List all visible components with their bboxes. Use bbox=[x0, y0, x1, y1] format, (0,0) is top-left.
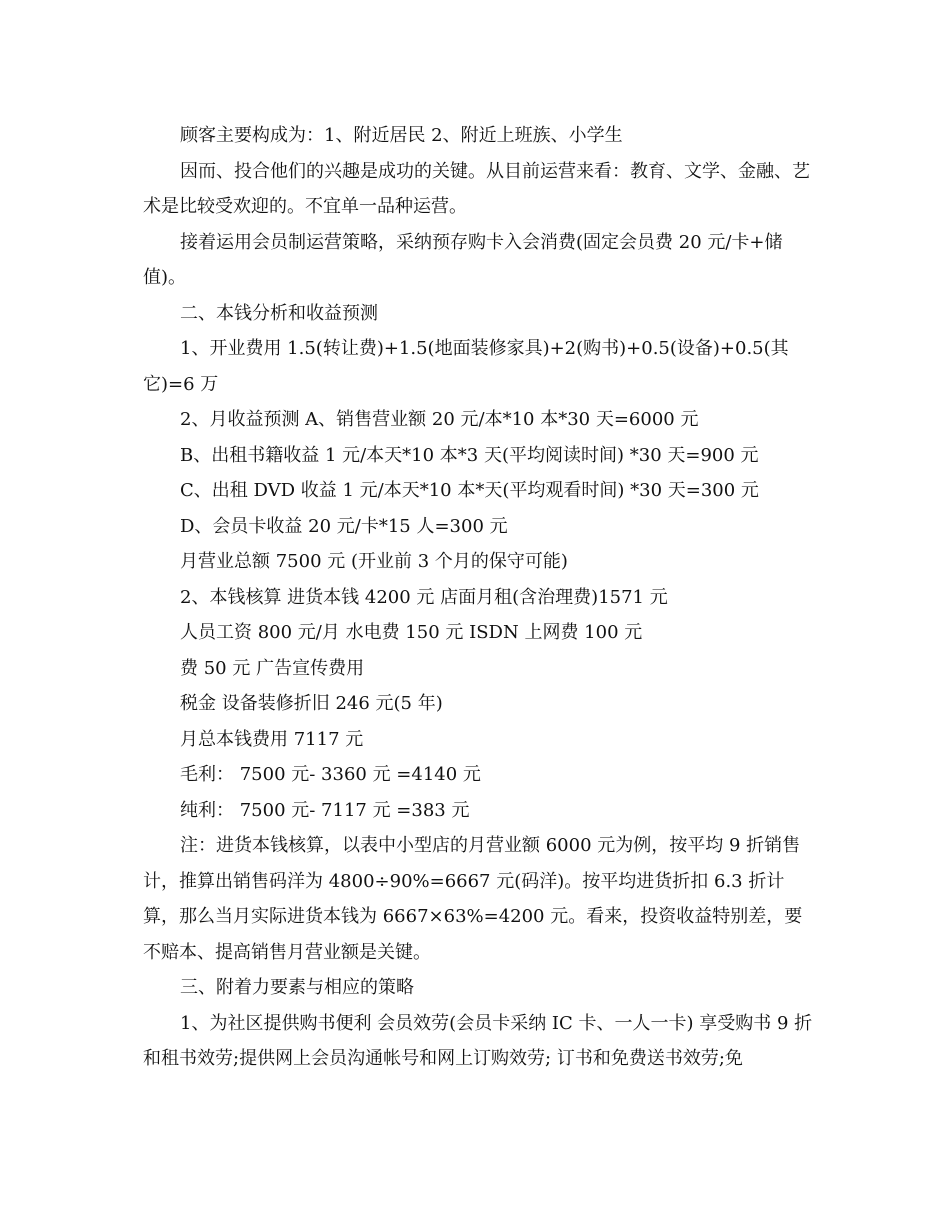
paragraph-community-service: 1、为社区提供购书便利 会员效劳(会员卡采纳 IC 卡、一人一卡) 享受购书 9 折 和租书效劳;提供网上会员沟通帐号和网上订购效劳; 订书和免费送书效劳;免 bbox=[143, 1012, 813, 1069]
paragraph-interests: 因而、投合他们的兴趣是成功的关键。从目前运营来看：教育、文学、金融、艺术是比较受欢迎的。不宜单一品种运营。 bbox=[143, 160, 810, 217]
paragraph-staff-utilities: 人员工资 800 元/月 水电费 150 元 ISDN 上网费 100 元 bbox=[180, 622, 643, 643]
paragraph-note: 注：进货本钱核算，以表中小型店的月营业额 6000 元为例，按平均 9 折销售计，推算出销售码洋为 4800÷90%=6667 元(码洋)。按平均进货折扣 6.3 折计算，那么当月实际进货本钱为 6667×63%=4200 元。看来，投资收益特别差，要不赔本、提高销售月营业额是关键。 bbox=[143, 835, 803, 963]
paragraph-tax-depreciation: 税金 设备装修折旧 246 元(5 年) bbox=[180, 693, 443, 714]
paragraph-monthly-revenue-b: B、出租书籍收益 1 元/本天*10 本*3 天(平均阅读时间) *30 天=900 元 bbox=[180, 444, 759, 466]
paragraph-monthly-revenue-a: 2、月收益预测 A、销售营业额 20 元/本*10 本*30 天=6000 元 bbox=[180, 409, 699, 430]
section-heading-strategy: 三、附着力要素与相应的策略 bbox=[180, 977, 414, 998]
section-heading-cost-analysis: 二、本钱分析和收益预测 bbox=[180, 302, 378, 324]
paragraph-monthly-total: 月营业总额 7500 元 (开业前 3 个月的保守可能) bbox=[180, 551, 568, 572]
paragraph-monthly-revenue-d: D、会员卡收益 20 元/卡*15 人=300 元 bbox=[180, 515, 508, 537]
paragraph-membership: 接着运用会员制运营策略，采纳预存购卡入会消费(固定会员费 20 元/卡+储值)。 bbox=[143, 231, 783, 288]
paragraph-customers: 顾客主要构成为：1、附近居民 2、附近上班族、小学生 bbox=[180, 125, 623, 146]
paragraph-gross-profit: 毛利： 7500 元- 3360 元 =4140 元 bbox=[180, 764, 481, 785]
paragraph-cost-accounting: 2、本钱核算 进货本钱 4200 元 店面月租(含治理费)1571 元 bbox=[180, 586, 668, 608]
paragraph-net-profit: 纯利： 7500 元- 7117 元 =383 元 bbox=[180, 799, 470, 821]
paragraph-total-cost: 月总本钱费用 7117 元 bbox=[180, 728, 364, 750]
document-body bbox=[143, 118, 813, 1077]
paragraph-advertising: 费 50 元 广告宣传费用 bbox=[180, 657, 365, 679]
paragraph-monthly-revenue-c: C、出租 DVD 收益 1 元/本天*10 本*天(平均观看时间) *30 天=300 元 bbox=[180, 480, 759, 501]
paragraph-startup-cost: 1、开业费用 1.5(转让费)+1.5(地面装修家具)+2(购书)+0.5(设备)+0.5(其它)=6 万 bbox=[143, 338, 789, 395]
